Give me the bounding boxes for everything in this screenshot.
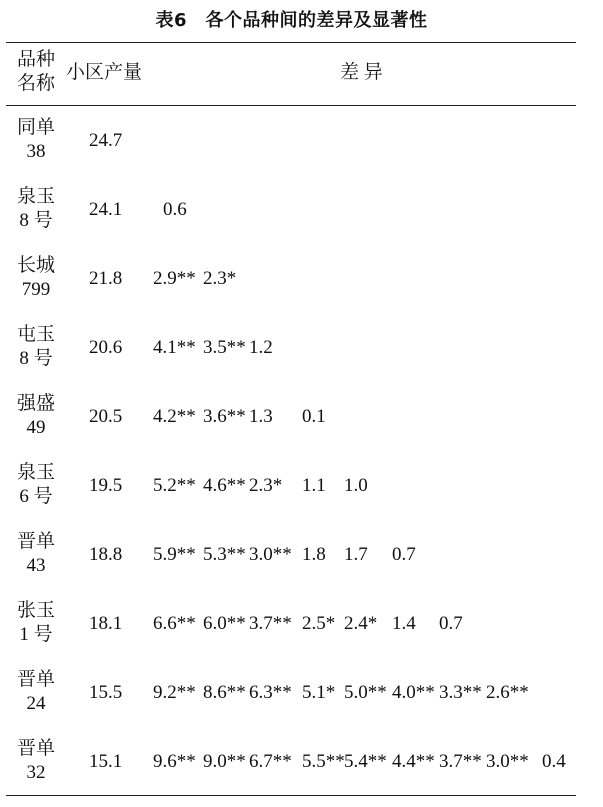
difference-value: 3.7** (439, 751, 482, 772)
difference-value: 2.5* (302, 613, 336, 634)
difference-value: 2.4* (344, 613, 378, 634)
difference-value: 6.0** (203, 613, 246, 634)
table-row (0, 383, 603, 452)
plot-yield-value: 24.1 (89, 199, 123, 220)
variety-name (14, 599, 58, 647)
difference-value: 1.8 (302, 544, 326, 565)
difference-value: 2.3* (249, 475, 283, 496)
difference-value: 1.7 (344, 544, 368, 565)
difference-value: 0.6 (163, 199, 187, 220)
variety-name-line2: 8 号 (19, 210, 53, 231)
table-row (0, 659, 603, 728)
difference-value: 5.1* (302, 682, 336, 703)
header-variety-name-line1: 品种 (16, 49, 55, 70)
variety-name-line1: 晋单 (16, 738, 55, 759)
variety-name-line1: 晋单 (16, 669, 55, 690)
variety-name (14, 116, 58, 164)
difference-value: 0.7 (392, 544, 416, 565)
difference-value: 9.2** (153, 682, 196, 703)
difference-value: 1.1 (302, 475, 326, 496)
variety-name-line2: 43 (26, 555, 46, 576)
plot-yield-value: 15.5 (89, 682, 123, 703)
variety-name (14, 392, 58, 440)
variety-name-line2: 799 (21, 279, 51, 300)
difference-value: 5.4** (344, 751, 387, 772)
variety-name-line2: 38 (26, 141, 46, 162)
table-top-rule (6, 42, 576, 43)
difference-value: 3.5** (203, 337, 246, 358)
variety-name-line1: 泉玉 (16, 462, 55, 483)
difference-value: 3.7** (249, 613, 292, 634)
variety-name-line1: 泉玉 (16, 186, 55, 207)
difference-value: 1.4 (392, 613, 416, 634)
variety-name (14, 254, 58, 302)
difference-value: 3.0** (486, 751, 529, 772)
table-title: 表6 各个品种间的差异及显著性 (155, 10, 428, 31)
difference-value: 1.0 (344, 475, 368, 496)
table-row (0, 314, 603, 383)
difference-value: 3.0** (249, 544, 292, 565)
header-difference: 差 异 (340, 62, 383, 83)
difference-value: 4.4** (392, 751, 435, 772)
plot-yield-value: 24.7 (89, 130, 123, 151)
variety-name (14, 737, 58, 785)
header-plot-yield: 小区产量 (66, 62, 143, 83)
variety-name-line2: 8 号 (19, 348, 53, 369)
table-row (0, 521, 603, 590)
plot-yield-value: 19.5 (89, 475, 123, 496)
plot-yield-value: 21.8 (89, 268, 123, 289)
variety-name-line1: 屯玉 (16, 324, 55, 345)
table-row (0, 176, 603, 245)
table-row (0, 245, 603, 314)
difference-value: 4.6** (203, 475, 246, 496)
variety-name-line1: 张玉 (16, 600, 55, 621)
variety-name-line2: 6 号 (19, 486, 53, 507)
difference-value: 0.1 (302, 406, 326, 427)
difference-value: 4.1** (153, 337, 196, 358)
variety-name-line1: 晋单 (16, 531, 55, 552)
difference-value: 5.3** (203, 544, 246, 565)
header-variety-name-line2: 名称 (16, 73, 55, 94)
variety-name (14, 530, 58, 578)
difference-value: 3.3** (439, 682, 482, 703)
plot-yield-value: 18.8 (89, 544, 123, 565)
difference-value: 8.6** (203, 682, 246, 703)
difference-value: 2.6** (486, 682, 529, 703)
table-header-rule (6, 105, 576, 106)
table-row (0, 590, 603, 659)
table-row (0, 107, 603, 176)
difference-value: 4.2** (153, 406, 196, 427)
header-variety-name (14, 48, 58, 96)
plot-yield-value: 18.1 (89, 613, 123, 634)
difference-value: 2.3* (203, 268, 237, 289)
variety-name-line1: 长城 (16, 255, 55, 276)
plot-yield-value: 20.6 (89, 337, 123, 358)
difference-value: 5.2** (153, 475, 196, 496)
difference-value: 1.3 (249, 406, 273, 427)
table-bottom-rule (6, 795, 576, 796)
difference-value: 6.3** (249, 682, 292, 703)
variety-name-line2: 32 (26, 762, 46, 783)
variety-name (14, 461, 58, 509)
difference-value: 5.5** (302, 751, 345, 772)
difference-value: 5.9** (153, 544, 196, 565)
variety-name-line2: 1 号 (19, 624, 53, 645)
difference-value: 6.7** (249, 751, 292, 772)
plot-yield-value: 20.5 (89, 406, 123, 427)
difference-value: 9.0** (203, 751, 246, 772)
variety-name (14, 185, 58, 233)
plot-yield-value: 15.1 (89, 751, 123, 772)
difference-value: 1.2 (249, 337, 273, 358)
difference-value: 3.6** (203, 406, 246, 427)
variety-name (14, 668, 58, 716)
difference-value: 0.4 (542, 751, 566, 772)
table-row (0, 728, 603, 797)
difference-value: 0.7 (439, 613, 463, 634)
difference-value: 9.6** (153, 751, 196, 772)
difference-value: 2.9** (153, 268, 196, 289)
variety-name-line2: 49 (26, 417, 46, 438)
variety-name-line1: 强盛 (16, 393, 55, 414)
variety-name-line1: 同单 (16, 117, 55, 138)
difference-value: 6.6** (153, 613, 196, 634)
variety-name (14, 323, 58, 371)
difference-value: 5.0** (344, 682, 387, 703)
difference-value: 4.0** (392, 682, 435, 703)
variety-name-line2: 24 (26, 693, 46, 714)
table-row (0, 452, 603, 521)
